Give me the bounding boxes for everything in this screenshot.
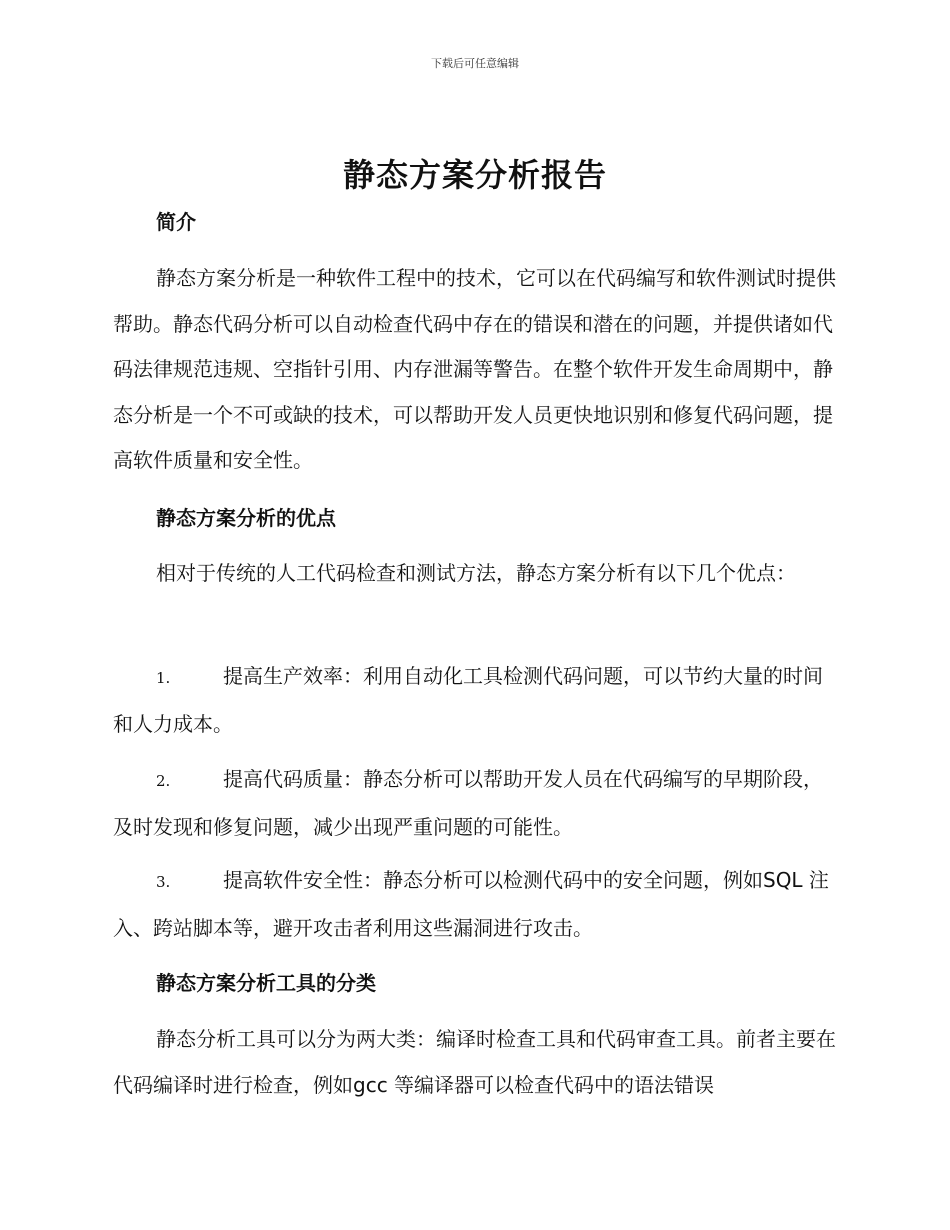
list-item-advantage-2 xyxy=(113,757,838,850)
paragraph-tool-types: 静态分析工具可以分为两大类：编译时检查工具和代码审查工具。前者主要在代码编译时进行检查，例如gcc 等编译器可以检查代码中的语法错误 xyxy=(113,1027,836,1097)
page-header-note: 下载后可任意编辑 xyxy=(431,57,519,70)
list-item-text: 提高代码质量：静态分析可以帮助开发人员在代码编写的早期阶段，及时发现和修复问题，减少出现严重问题的可能性。 xyxy=(113,767,823,839)
list-number: 3. xyxy=(156,873,171,891)
list-item-text: 提高软件安全性：静态分析可以检测代码中的安全问题，例如SQL 注入、跨站脚本等，避开攻击者利用这些漏洞进行攻击。 xyxy=(113,868,829,940)
section-heading-advantages: 静态方案分析的优点 xyxy=(156,506,336,530)
list-item-advantage-1 xyxy=(113,654,838,747)
list-item-advantage-3 xyxy=(113,858,838,951)
section-heading-intro: 简介 xyxy=(156,210,196,234)
document-title: 静态方案分析报告 xyxy=(342,156,607,194)
list-number: 2. xyxy=(156,772,171,790)
section-heading-tool-types: 静态方案分析工具的分类 xyxy=(156,971,376,995)
list-number: 1. xyxy=(156,669,171,687)
paragraph-advantages-intro: 相对于传统的人工代码检查和测试方法，静态方案分析有以下几个优点： xyxy=(156,561,796,585)
list-item-text: 提高生产效率：利用自动化工具检测代码问题，可以节约大量的时间和人力成本。 xyxy=(113,664,823,736)
paragraph-intro: 静态方案分析是一种软件工程中的技术，它可以在代码编写和软件测试时提供帮助。静态代码分析可以自动检查代码中存在的错误和潜在的问题，并提供诸如代码法律规范违规、空指针引用、内存泄漏等警告。在整个软件开发生命周期中，静态分析是一个不可或缺的技术，可以帮助开发人员更快地识别和修复代码问题，提高软件质量和安全性。 xyxy=(113,266,836,472)
